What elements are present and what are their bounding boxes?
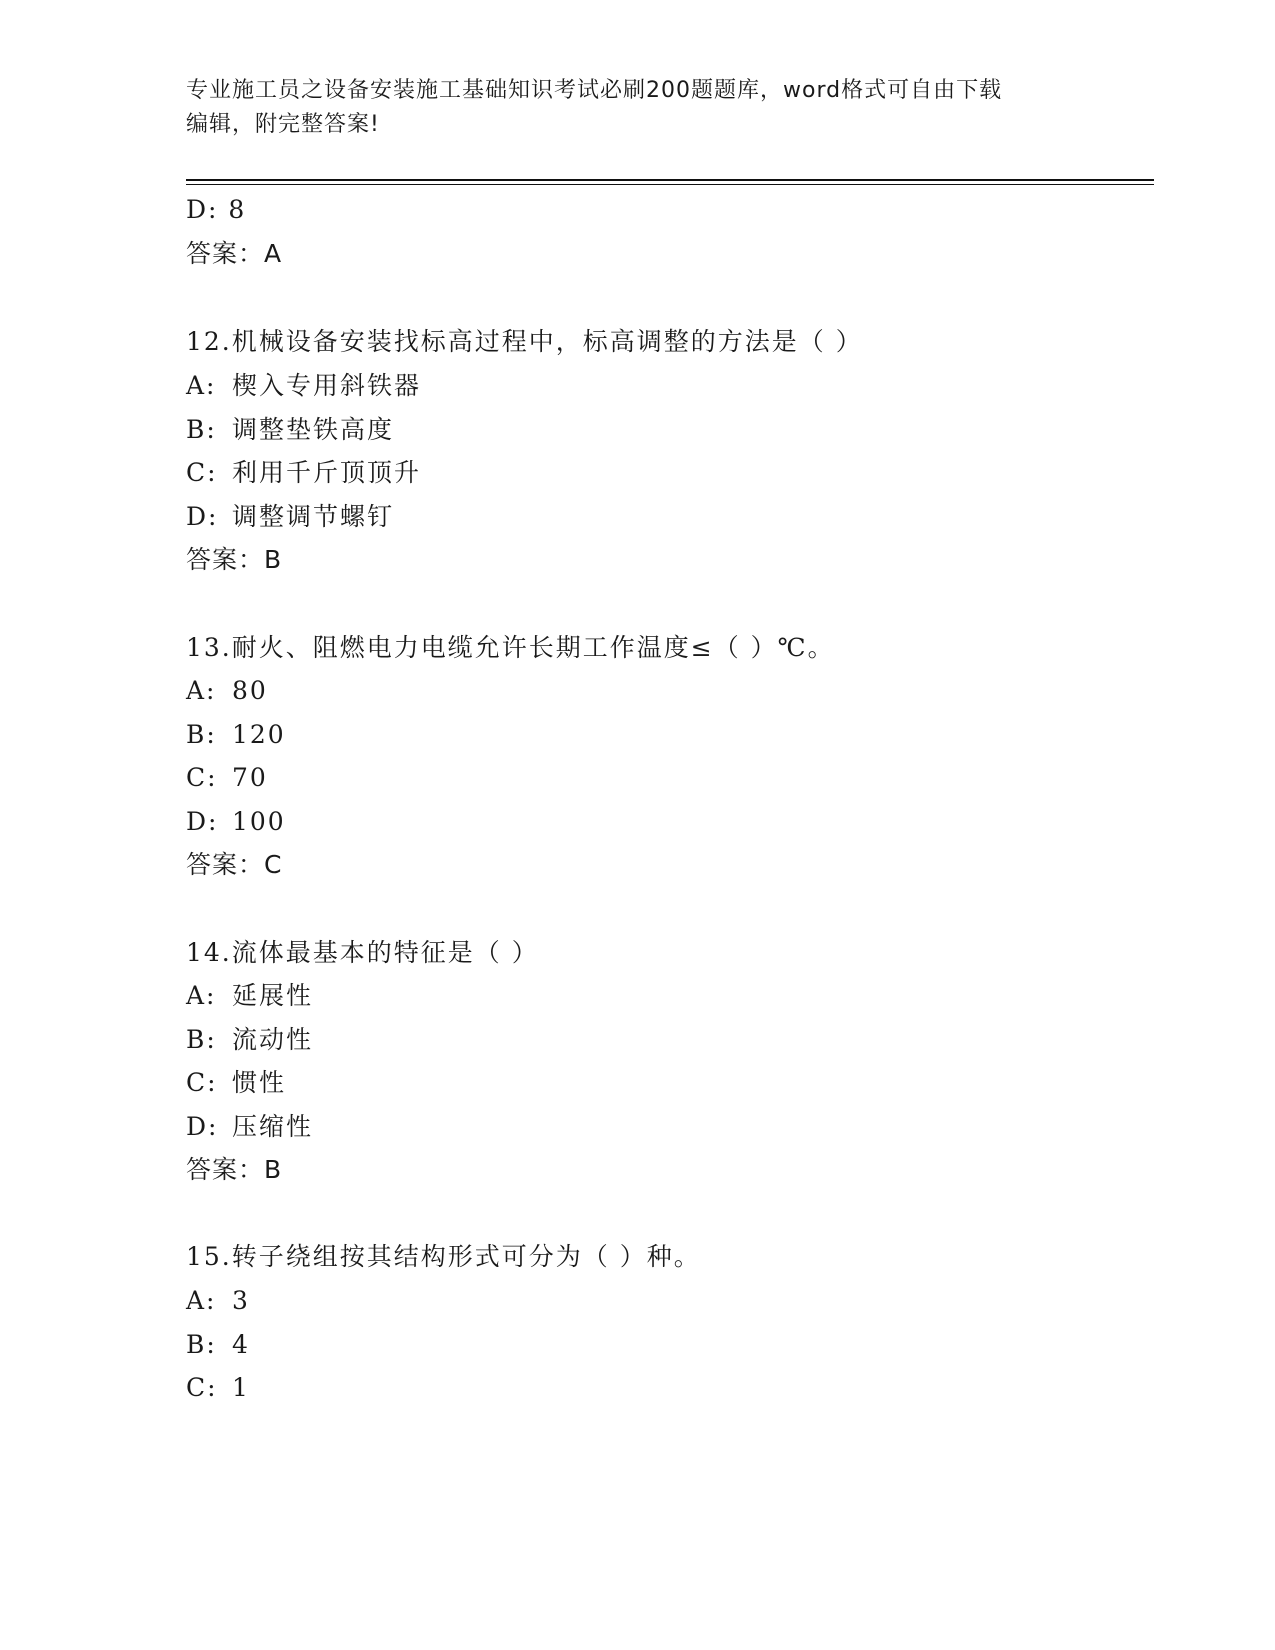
q14-option-a-label: A: (186, 981, 217, 1010)
q14-option-c (186, 1067, 286, 1099)
q14-question: 14.流体最基本的特征是（ ） (186, 938, 539, 967)
q15-question: 15.转子绕组按其结构形式可分为（ ）种。 (186, 1242, 701, 1271)
q15-option-c-label: C: (186, 1373, 218, 1402)
q13-question: 13.耐火、阻燃电力电缆允许长期工作温度≤（ ）℃。 (186, 633, 835, 662)
q12-option-b-text: 调整垫铁高度 (232, 415, 395, 444)
q12-answer: 答案：B (186, 545, 283, 574)
q14-option-b-text: 流动性 (232, 1025, 314, 1054)
q15-option-a (186, 1285, 250, 1317)
q13-option-b-label: B: (186, 720, 217, 749)
q13-option-a-label: A: (186, 676, 217, 705)
q12-option-b (186, 414, 394, 446)
q14-option-d-text: 压缩性 (232, 1112, 314, 1141)
document-header (186, 74, 1066, 142)
q12-option-a-label: A: (186, 371, 217, 400)
q13-option-c-text: 70 (232, 763, 268, 792)
header-title-line-2: 编辑，附完整答案! (186, 112, 380, 137)
q14-option-d-label: D: (186, 1112, 219, 1141)
q12-option-c-text: 利用千斤顶顶升 (232, 458, 422, 487)
q13-option-a (186, 675, 268, 707)
q12-option-d (186, 501, 394, 533)
q15-option-b-label: B: (186, 1330, 217, 1359)
q12-option-c (186, 457, 421, 489)
q13-option-b-text: 120 (232, 720, 286, 749)
q14-option-a (186, 980, 313, 1012)
header-divider-thick (186, 179, 1154, 181)
q15-option-c (186, 1372, 250, 1404)
q12-question: 12.机械设备安装找标高过程中，标高调整的方法是（ ） (186, 327, 863, 356)
q11-option-d: D: 8 (186, 195, 247, 224)
q14-option-b-label: B: (186, 1025, 217, 1054)
q15-option-a-text: 3 (232, 1286, 250, 1315)
q12-option-b-label: B: (186, 415, 217, 444)
q13-option-b (186, 719, 286, 751)
header-divider-thin (186, 184, 1154, 185)
q15-option-b (186, 1329, 250, 1361)
q11-answer: 答案：A (186, 239, 283, 268)
q13-option-c (186, 762, 268, 794)
q15-option-b-text: 4 (232, 1330, 250, 1359)
q13-answer: 答案：C (186, 850, 283, 879)
q14-option-c-text: 惯性 (232, 1068, 287, 1097)
q12-option-a (186, 370, 421, 402)
q14-option-d (186, 1111, 313, 1143)
q12-option-d-text: 调整调节螺钉 (232, 502, 395, 531)
q13-option-c-label: C: (186, 763, 218, 792)
q14-option-c-label: C: (186, 1068, 218, 1097)
q13-option-d-text: 100 (232, 807, 286, 836)
q14-option-b (186, 1024, 313, 1056)
q12-option-c-label: C: (186, 458, 218, 487)
q13-option-d (186, 806, 286, 838)
q12-option-d-label: D: (186, 502, 219, 531)
q15-option-c-text: 1 (232, 1373, 250, 1402)
q13-option-d-label: D: (186, 807, 219, 836)
q13-option-a-text: 80 (232, 676, 268, 705)
q14-option-a-text: 延展性 (232, 981, 314, 1010)
q15-option-a-label: A: (186, 1286, 217, 1315)
header-title-line-1: 专业施工员之设备安装施工基础知识考试必刷200题题库，word格式可自由下载 (186, 78, 1003, 103)
q14-answer: 答案：B (186, 1155, 283, 1184)
q12-option-a-text: 楔入专用斜铁器 (232, 371, 422, 400)
